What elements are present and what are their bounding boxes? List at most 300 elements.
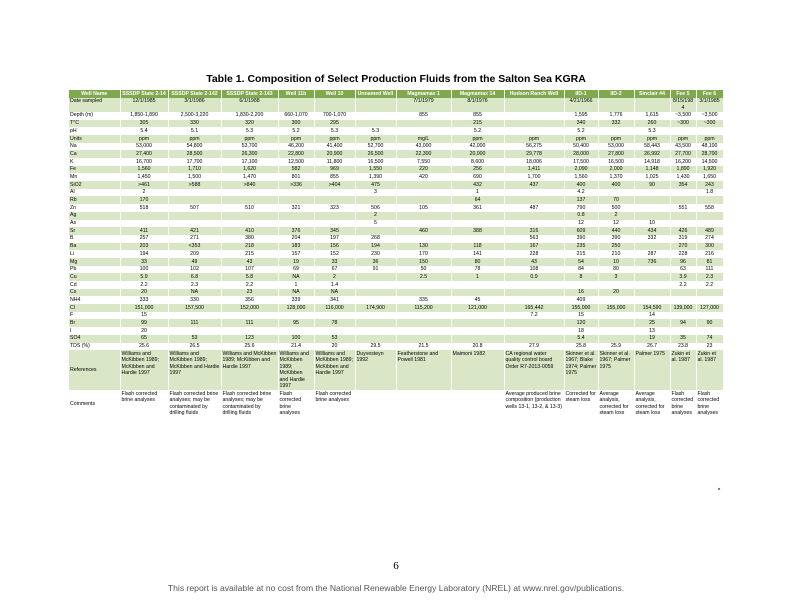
references-cell: Zukin et al. 1987 bbox=[696, 350, 723, 390]
composition-table bbox=[69, 90, 724, 418]
table-cell bbox=[670, 296, 696, 304]
header-cell: SSSDP State 2-142 bbox=[168, 90, 221, 98]
table-cell: 115,200 bbox=[396, 304, 451, 312]
table-cell bbox=[634, 196, 670, 204]
table-cell bbox=[598, 281, 634, 289]
table-cell: 43 bbox=[221, 258, 278, 266]
table-cell bbox=[598, 312, 634, 320]
table-cell: 197 bbox=[314, 235, 355, 243]
table-row bbox=[69, 112, 723, 120]
table-cell: 8 bbox=[564, 273, 598, 281]
table-cell: 7/1/1979 bbox=[396, 98, 451, 112]
table-cell: 25 bbox=[634, 319, 670, 327]
table-cell: 5.3 bbox=[634, 127, 670, 135]
table-cell: 1,710 bbox=[168, 166, 221, 174]
table-cell: 29,778 bbox=[504, 150, 564, 158]
table-cell: 330 bbox=[168, 296, 221, 304]
table-cell bbox=[634, 266, 670, 274]
table-cell: 204 bbox=[278, 235, 314, 243]
table-cell bbox=[396, 189, 451, 197]
row-label: Mg bbox=[69, 258, 120, 266]
table-cell: 5.2 bbox=[278, 127, 314, 135]
table-cell: 736 bbox=[634, 258, 670, 266]
table-cell: 5.1 bbox=[168, 127, 221, 135]
table-cell bbox=[168, 196, 221, 204]
table-cell: 21.4 bbox=[278, 343, 314, 351]
table-cell: ~3,500 bbox=[696, 112, 723, 120]
table-cell: 411 bbox=[120, 227, 168, 235]
table-cell: 151,000 bbox=[120, 304, 168, 312]
table-cell: ~3,500 bbox=[670, 112, 696, 120]
table-row bbox=[69, 273, 723, 281]
table-cell bbox=[221, 212, 278, 220]
table-cell bbox=[120, 220, 168, 228]
table-cell: ppm bbox=[168, 135, 221, 143]
table-cell: 27,800 bbox=[598, 150, 634, 158]
table-cell: 20 bbox=[598, 289, 634, 297]
table-cell bbox=[670, 212, 696, 220]
table-row bbox=[69, 250, 723, 258]
table-cell: 210 bbox=[598, 250, 634, 258]
table-cell: 6.8 bbox=[168, 273, 221, 281]
table-cell: 19 bbox=[634, 335, 670, 343]
table-cell: 56,275 bbox=[504, 143, 564, 151]
table-cell: 152,000 bbox=[221, 304, 278, 312]
table-cell: ppm bbox=[564, 135, 598, 143]
table-cell bbox=[221, 220, 278, 228]
table-row bbox=[69, 204, 723, 212]
table-cell: 165,442 bbox=[504, 304, 564, 312]
table-cell: 69 bbox=[278, 266, 314, 274]
table-cell: 300 bbox=[696, 243, 723, 251]
table-cell: ppm bbox=[451, 135, 504, 143]
table-cell bbox=[396, 289, 451, 297]
table-cell bbox=[278, 327, 314, 335]
table-row bbox=[69, 120, 723, 128]
table-cell: 510 bbox=[221, 204, 278, 212]
table-cell: 118 bbox=[451, 243, 504, 251]
table-cell: 80 bbox=[451, 258, 504, 266]
table-cell: 700-1,070 bbox=[314, 112, 355, 120]
header-cell: Fee 5 bbox=[670, 90, 696, 98]
table-cell: 16,700 bbox=[120, 158, 168, 166]
table-cell: 19 bbox=[278, 258, 314, 266]
table-cell: 42,000 bbox=[451, 143, 504, 151]
table-cell: 5.2 bbox=[564, 127, 598, 135]
table-cell: 18 bbox=[564, 327, 598, 335]
table-cell: 50 bbox=[396, 266, 451, 274]
table-cell: ppm bbox=[314, 135, 355, 143]
table-cell: 487 bbox=[504, 204, 564, 212]
table-cell: 12 bbox=[564, 220, 598, 228]
table-cell bbox=[278, 312, 314, 320]
table-cell: 63 bbox=[670, 266, 696, 274]
table-cell: 323 bbox=[314, 204, 355, 212]
header-cell: Unnamed Well bbox=[355, 90, 396, 98]
table-cell: 16,200 bbox=[670, 158, 696, 166]
table-cell: 139,000 bbox=[670, 304, 696, 312]
table-cell: 2,090 bbox=[564, 166, 598, 174]
table-cell: 15 bbox=[564, 312, 598, 320]
comments-cell: Average analysis, corrected for steam loss bbox=[634, 390, 670, 417]
table-cell: 90 bbox=[634, 181, 670, 189]
table-cell bbox=[396, 196, 451, 204]
table-row bbox=[69, 227, 723, 235]
references-cell: Williams and McKibben 1989; McKibben and Hardie 1997 bbox=[168, 350, 221, 390]
table-cell bbox=[396, 327, 451, 335]
table-cell bbox=[355, 327, 396, 335]
row-label: Li bbox=[69, 250, 120, 258]
table-cell bbox=[221, 327, 278, 335]
table-cell: 100 bbox=[278, 335, 314, 343]
references-cell: Williams and McKibben 1989; McKibben and Hardie 1997 bbox=[120, 350, 168, 390]
table-cell: 1,430 bbox=[670, 173, 696, 181]
table-cell: 609 bbox=[564, 227, 598, 235]
table-cell: 14,918 bbox=[634, 158, 670, 166]
table-cell: 426 bbox=[670, 227, 696, 235]
table-cell: 690 bbox=[451, 173, 504, 181]
header-cell: Fee 6 bbox=[696, 90, 723, 98]
table-cell: 507 bbox=[168, 204, 221, 212]
table-cell: 17,700 bbox=[168, 158, 221, 166]
table-cell bbox=[696, 220, 723, 228]
table-cell: 475 bbox=[355, 181, 396, 189]
table-row bbox=[69, 127, 723, 135]
table-cell: 78 bbox=[314, 319, 355, 327]
table-cell: 260 bbox=[634, 120, 670, 128]
table-cell bbox=[451, 212, 504, 220]
table-cell: 558 bbox=[696, 204, 723, 212]
header-cell: Hudson Ranch Well bbox=[504, 90, 564, 98]
table-cell bbox=[355, 273, 396, 281]
table-cell bbox=[396, 127, 451, 135]
table-cell: 1,620 bbox=[221, 166, 278, 174]
table-cell: 5.8 bbox=[221, 273, 278, 281]
row-label: T°C bbox=[69, 120, 120, 128]
table-cell: 54,800 bbox=[168, 143, 221, 151]
table-cell: 74 bbox=[696, 335, 723, 343]
page-number: 6 bbox=[393, 560, 399, 572]
table-cell: 20 bbox=[120, 289, 168, 297]
comments-cell: Flash corrected brine analyses bbox=[670, 390, 696, 417]
table-cell bbox=[355, 120, 396, 128]
table-cell: 1,830-2,200 bbox=[221, 112, 278, 120]
references-cell: Palmer 1975 bbox=[634, 350, 670, 390]
header-cell: SSSDP State 2-14 bbox=[120, 90, 168, 98]
table-cell bbox=[396, 181, 451, 189]
table-cell: 2,000 bbox=[598, 166, 634, 174]
table-cell bbox=[355, 319, 396, 327]
table-cell: 228 bbox=[670, 250, 696, 258]
table-cell: 410 bbox=[221, 227, 278, 235]
table-cell: 287 bbox=[634, 250, 670, 258]
table-cell: 335 bbox=[396, 296, 451, 304]
table-cell: 390 bbox=[598, 235, 634, 243]
table-cell bbox=[278, 98, 314, 112]
table-cell: 0.9 bbox=[504, 273, 564, 281]
table-cell: 1,390 bbox=[355, 173, 396, 181]
table-cell bbox=[355, 312, 396, 320]
table-cell: 17,500 bbox=[564, 158, 598, 166]
table-cell: 26,500 bbox=[355, 150, 396, 158]
table-cell: 356 bbox=[221, 296, 278, 304]
table-cell: 137 bbox=[564, 196, 598, 204]
comments-cell: Flash corrected brine analyses bbox=[696, 390, 723, 417]
table-cell bbox=[278, 220, 314, 228]
comments-cell: Average analysis, corrected for steam loss bbox=[598, 390, 634, 417]
table-cell bbox=[696, 327, 723, 335]
table-cell bbox=[696, 127, 723, 135]
table-cell bbox=[504, 212, 564, 220]
table-cell: 2.2 bbox=[696, 281, 723, 289]
table-cell: 4/21/1966 bbox=[564, 98, 598, 112]
table-cell bbox=[355, 289, 396, 297]
table-cell: 203 bbox=[120, 243, 168, 251]
table-cell: 45 bbox=[451, 296, 504, 304]
table-cell: 319 bbox=[670, 235, 696, 243]
table-cell: 28,500 bbox=[168, 150, 221, 158]
table-cell bbox=[670, 127, 696, 135]
table-cell: 5.3 bbox=[221, 127, 278, 135]
table-cell: 90 bbox=[696, 319, 723, 327]
table-cell bbox=[634, 281, 670, 289]
table-cell: 295 bbox=[314, 120, 355, 128]
table-cell: 8/15/1984 bbox=[670, 98, 696, 112]
table-cell: 330 bbox=[168, 120, 221, 128]
table-cell: 152 bbox=[314, 250, 355, 258]
table-row bbox=[69, 327, 723, 335]
table-cell: 437 bbox=[504, 181, 564, 189]
table-cell bbox=[278, 189, 314, 197]
table-cell: 4.2 bbox=[564, 189, 598, 197]
table-cell bbox=[504, 335, 564, 343]
table-cell: 2.5 bbox=[396, 273, 451, 281]
table-cell: 305 bbox=[120, 120, 168, 128]
table-cell: 380 bbox=[221, 235, 278, 243]
table-cell bbox=[396, 312, 451, 320]
page-footer: This report is available at no cost from the National Renewable Energy Laboratory (NREL) at www.nrel.gov/publications. bbox=[167, 583, 625, 593]
table-cell: 1 bbox=[451, 189, 504, 197]
table-cell: 54 bbox=[564, 258, 598, 266]
references-cell: Maimoni 1982 bbox=[451, 350, 504, 390]
table-cell: ppm bbox=[696, 135, 723, 143]
table-cell: 506 bbox=[355, 204, 396, 212]
table-cell: 22,300 bbox=[396, 150, 451, 158]
table-cell: 46,200 bbox=[278, 143, 314, 151]
table-cell: 1 bbox=[451, 273, 504, 281]
table-cell: 58,443 bbox=[634, 143, 670, 151]
table-cell bbox=[396, 220, 451, 228]
table-cell: 321 bbox=[278, 204, 314, 212]
table-cell: 25.8 bbox=[564, 343, 598, 351]
table-cell bbox=[168, 212, 221, 220]
table-cell bbox=[396, 319, 451, 327]
table-row bbox=[69, 158, 723, 166]
table-cell: 1,025 bbox=[634, 173, 670, 181]
table-cell: 123 bbox=[221, 335, 278, 343]
table-cell: 170 bbox=[396, 250, 451, 258]
table-cell: 1,560 bbox=[120, 166, 168, 174]
table-cell: 268 bbox=[355, 235, 396, 243]
table-cell bbox=[504, 98, 564, 112]
table-cell bbox=[504, 281, 564, 289]
table-cell bbox=[634, 212, 670, 220]
table-cell: 170 bbox=[120, 196, 168, 204]
table-cell bbox=[670, 196, 696, 204]
table-cell: 460 bbox=[396, 227, 451, 235]
table-row bbox=[69, 135, 723, 143]
row-label: References bbox=[69, 350, 120, 390]
table-cell bbox=[451, 289, 504, 297]
table-cell: 36 bbox=[355, 258, 396, 266]
table-cell: 3 bbox=[355, 189, 396, 197]
row-label: Fe bbox=[69, 166, 120, 174]
comments-cell: Average produced brine composition (production wells 13-1, 13-2, & 13-3) bbox=[504, 390, 564, 417]
table-cell: 209 bbox=[168, 250, 221, 258]
table-cell: 1,411 bbox=[504, 166, 564, 174]
table-cell: 5.3 bbox=[314, 127, 355, 135]
table-cell: 256 bbox=[451, 166, 504, 174]
table-row bbox=[69, 220, 723, 228]
table-cell: 26.7 bbox=[634, 343, 670, 351]
table-cell: 6/1/1988 bbox=[221, 98, 278, 112]
table-cell: 582 bbox=[278, 166, 314, 174]
table-cell: 16,500 bbox=[355, 158, 396, 166]
table-cell: 235 bbox=[564, 243, 598, 251]
comments-row bbox=[69, 390, 723, 417]
table-cell bbox=[696, 196, 723, 204]
table-cell: 20 bbox=[314, 343, 355, 351]
table-cell: 376 bbox=[278, 227, 314, 235]
table-cell: 107 bbox=[221, 266, 278, 274]
table-cell bbox=[504, 327, 564, 335]
table-cell bbox=[504, 112, 564, 120]
table-cell: 14 bbox=[634, 312, 670, 320]
table-row bbox=[69, 335, 723, 343]
row-label: F bbox=[69, 312, 120, 320]
table-row bbox=[69, 98, 723, 112]
table-cell bbox=[504, 296, 564, 304]
header-cell: Well 10 bbox=[314, 90, 355, 98]
table-cell: 20 bbox=[120, 327, 168, 335]
table-cell: 500 bbox=[598, 204, 634, 212]
table-cell: 141 bbox=[451, 250, 504, 258]
table-cell: 1,700 bbox=[504, 173, 564, 181]
table-cell: 22,800 bbox=[278, 150, 314, 158]
references-cell: CA regional water quality control board Order R7-2013-0059 bbox=[504, 350, 564, 390]
table-cell: 20,900 bbox=[314, 150, 355, 158]
table-row bbox=[69, 181, 723, 189]
table-cell bbox=[696, 289, 723, 297]
table-cell: 1,920 bbox=[696, 166, 723, 174]
table-cell bbox=[598, 327, 634, 335]
row-label: Ag bbox=[69, 212, 120, 220]
table-cell: 25.6 bbox=[221, 343, 278, 351]
table-cell bbox=[396, 335, 451, 343]
table-cell: 25.9 bbox=[598, 343, 634, 351]
comments-cell bbox=[355, 390, 396, 417]
references-cell: Featherstone and Powell 1981 bbox=[396, 350, 451, 390]
table-cell: 27.9 bbox=[504, 343, 564, 351]
table-cell bbox=[168, 220, 221, 228]
table-cell: 27,400 bbox=[120, 150, 168, 158]
table-cell: 388 bbox=[451, 227, 504, 235]
table-row bbox=[69, 173, 723, 181]
table-cell bbox=[314, 189, 355, 197]
table-cell bbox=[355, 112, 396, 120]
row-label: Pb bbox=[69, 266, 120, 274]
comments-cell: Flash corrected brine analyses; may be contaminated by drilling fluids bbox=[168, 390, 221, 417]
table-cell: 194 bbox=[120, 250, 168, 258]
header-cell: Magmamax 14 bbox=[451, 90, 504, 98]
table-cell: >404 bbox=[314, 181, 355, 189]
table-cell: 155,000 bbox=[564, 304, 598, 312]
table-cell: 855 bbox=[396, 112, 451, 120]
table-cell: 7.2 bbox=[504, 312, 564, 320]
table-cell bbox=[634, 98, 670, 112]
comments-cell: Flash corrected brine analyses bbox=[120, 390, 168, 417]
table-cell: 2,500-3,220 bbox=[168, 112, 221, 120]
references-cell: Williams and McKibben 1989; McKibben and Hardie 1997 bbox=[278, 350, 314, 390]
table-cell bbox=[451, 235, 504, 243]
table-cell bbox=[355, 196, 396, 204]
table-cell: 790 bbox=[564, 204, 598, 212]
table-cell: 16,500 bbox=[598, 158, 634, 166]
table-cell: 5.2 bbox=[451, 127, 504, 135]
table-cell: ppm bbox=[221, 135, 278, 143]
table-cell: ppm bbox=[504, 135, 564, 143]
table-cell: 121,000 bbox=[451, 304, 504, 312]
table-cell: 14,500 bbox=[696, 158, 723, 166]
table-cell: 29.5 bbox=[355, 343, 396, 351]
table-cell: 801 bbox=[278, 173, 314, 181]
row-label: As bbox=[69, 220, 120, 228]
table-cell bbox=[598, 335, 634, 343]
table-cell bbox=[696, 212, 723, 220]
table-cell bbox=[670, 327, 696, 335]
table-cell: 53,000 bbox=[598, 143, 634, 151]
table-cell: 340 bbox=[564, 120, 598, 128]
table-cell: ppm bbox=[355, 135, 396, 143]
table-cell: 11,800 bbox=[314, 158, 355, 166]
table-cell: 18,006 bbox=[504, 158, 564, 166]
table-cell: 0.8 bbox=[564, 212, 598, 220]
references-cell: Duyvesteyn 1992 bbox=[355, 350, 396, 390]
table-cell bbox=[504, 120, 564, 128]
table-cell: 96 bbox=[670, 258, 696, 266]
row-label: Units bbox=[69, 135, 120, 143]
header-cell: Sinclair #4 bbox=[634, 90, 670, 98]
table-cell bbox=[451, 220, 504, 228]
table-cell bbox=[504, 319, 564, 327]
table-cell: 230 bbox=[355, 250, 396, 258]
table-cell bbox=[278, 212, 314, 220]
table-cell: ppm bbox=[120, 135, 168, 143]
references-row bbox=[69, 350, 723, 390]
table-cell: 12 bbox=[598, 220, 634, 228]
table-cell: 345 bbox=[314, 227, 355, 235]
table-cell: 23 bbox=[221, 289, 278, 297]
references-cell: Skinner et al. 1967; Blake 1974; Palmer 1975 bbox=[564, 350, 598, 390]
table-cell bbox=[670, 189, 696, 197]
table-cell: 1,776 bbox=[598, 112, 634, 120]
references-cell: Williams and McKibben 1989; McKibben and Hardie 1997 bbox=[221, 350, 278, 390]
table-cell bbox=[634, 296, 670, 304]
table-cell bbox=[355, 227, 396, 235]
table-cell: 41,400 bbox=[314, 143, 355, 151]
table-cell: 5.4 bbox=[564, 335, 598, 343]
table-cell: 2.2 bbox=[670, 281, 696, 289]
